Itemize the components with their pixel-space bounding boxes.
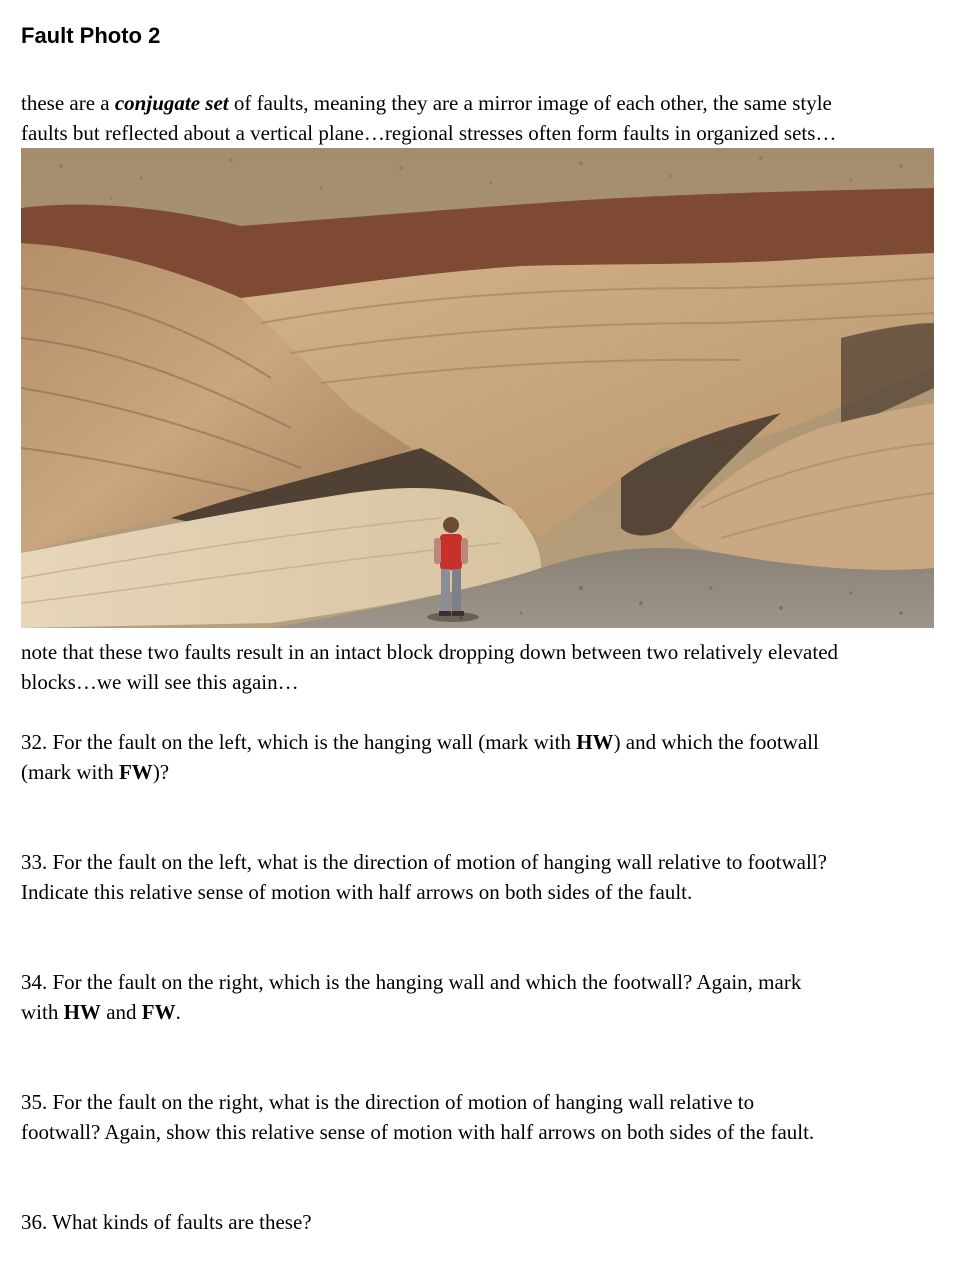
intro-paragraph [21,88,971,148]
question-35-line2: footwall? Again, show this relative sense of motion with half arrows on both sides of the fault. [21,1120,815,1144]
page-heading: Fault Photo 2 [21,23,161,48]
intro-line2: faults but reflected about a vertical plane…regional stresses often form faults in organized sets… [21,121,837,145]
question-33-line1: 33. For the fault on the left, what is the direction of motion of hanging wall relative to footwall? [21,850,827,874]
conjugate-set-term: conjugate set [114,91,229,115]
fault-photo [21,148,934,628]
fw-mark: FW [118,760,153,784]
hw-mark: HW [576,730,614,754]
question-34-line1: 34. For the fault on the right, which is the hanging wall and which the footwall? Again, mark [21,970,802,994]
question-33-line2: Indicate this relative sense of motion with half arrows on both sides of the fault. [21,880,693,904]
question-34-line2: with HW and FW. [21,1000,181,1024]
question-32-line1: 32. For the fault on the left, which is the hanging wall (mark with HW) and which the footwall [21,730,819,754]
hw-mark: HW [63,1000,101,1024]
note-paragraph [21,637,971,697]
question-32 [21,727,971,787]
note-line1: note that these two faults result in an intact block dropping down between two relatively elevated [21,640,839,664]
question-35 [21,1087,971,1147]
question-33 [21,847,971,907]
question-36 [21,1207,971,1237]
fw-mark: FW [141,1000,176,1024]
question-34 [21,967,971,1027]
question-35-line1: 35. For the fault on the right, what is the direction of motion of hanging wall relative to [21,1090,755,1114]
note-line2: blocks…we will see this again… [21,670,299,694]
question-32-line2: (mark with FW)? [21,760,170,784]
intro-line1: these are a conjugate set of faults, meaning they are a mirror image of each other, the same style [21,91,832,115]
question-36-line1: 36. What kinds of faults are these? [21,1210,312,1234]
